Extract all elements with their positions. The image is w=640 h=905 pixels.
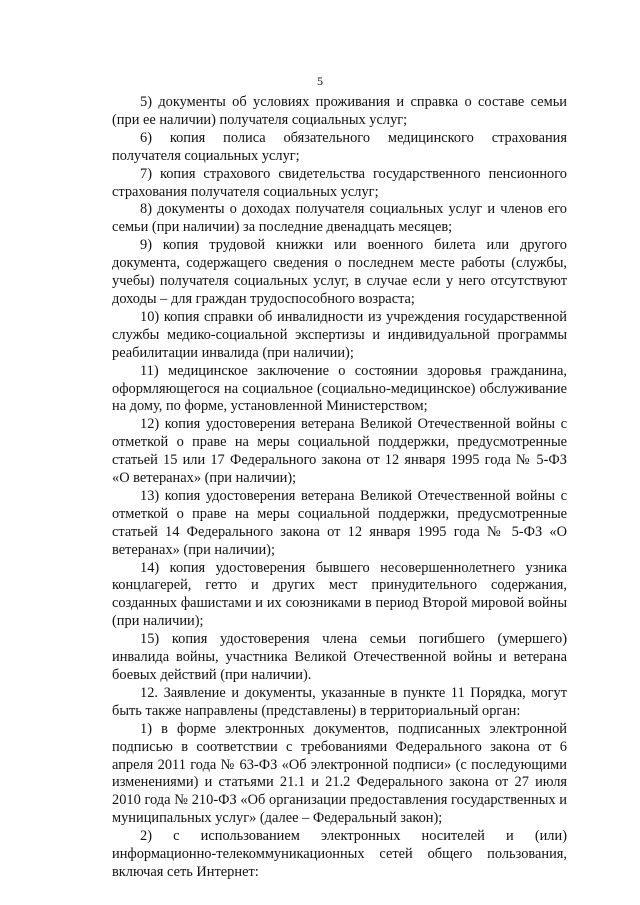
list-item-9-employment-record: 9) копия трудовой книжки или военного билета или другого документа, содержащего сведения о последнем месте работы (службы, учебы) получателя социальных услуг, в случае если у него отсутствуют доходы – для граждан трудоспособного возраста; (112, 237, 567, 307)
list-item-5-living-conditions: 5) документы об условиях проживания и справка о составе семьи (при ее наличии) получателя социальных услуг; (112, 94, 567, 128)
clause-12-item-2-electronic-media: 2) с использованием электронных носителей и (или) информационно-телекоммуникационных сетей общего пользования, включая сеть Интернет: (112, 828, 567, 880)
document-body (112, 94, 567, 882)
list-item-8-income-documents: 8) документы о доходах получателя социальных услуг и членов его семьи (при наличии) за последние двенадцать месяцев; (112, 201, 567, 236)
list-item-7-pension-certificate: 7) копия страхового свидетельства государственного пенсионного страхования получателя социальных услуг; (112, 165, 567, 200)
list-item-13-veteran-certificate: 13) копия удостоверения ветерана Великой Отечественной войны с отметкой о праве на меры социальной поддержки, предусмотренные статьей 14 Федерального закона от 12 января 1995 года № 5-ФЗ «О ветеранах» (при наличии); (112, 487, 567, 558)
list-item-10-disability-certificate: 10) копия справки об инвалидности из учреждения государственной службы медико-социальной экспертизы и индивидуальной программы реабилитации инвалида (при наличии); (112, 308, 567, 361)
list-item-11-medical-report: 11) медицинское заключение о состоянии здоровья гражданина, оформляющегося на социальное (социально-медицинское) обслуживание на дому, по форме, установленной Министерством; (112, 362, 567, 415)
list-item-15-family-member-certificate: 15) копия удостоверения члена семьи погибшего (умершего) инвалида войны, участника Великой Отечественной войны и ветерана боевых действий (при наличии). (112, 631, 567, 683)
clause-12-item-1-electronic-documents: 1) в форме электронных документов, подписанных электронной подписью в соответствии с требованиями Федерального закона от 6 апреля 2011 года № 63-ФЗ «Об электронной подписи» (с последующими изменениями) и статьями 21.1 и 21.2 Федерального закона от 27 июля 2010 года № 210-ФЗ «Об организации предоставления государственных и муниципальных услуг» (далее – Федеральный закон); (112, 720, 567, 827)
list-item-14-prisoner-certificate: 14) копия удостоверения бывшего несовершеннолетнего узника концлагерей, гетто и других мест принудительного содержания, созданных фашистами и их союзниками в период Второй мировой войны (при наличии); (112, 559, 567, 630)
list-item-12-veteran-certificate: 12) копия удостоверения ветерана Великой Отечественной войны с отметкой о праве на меры социальной поддержки, предусмотренные статьей 15 или 17 Федерального закона от 12 января 1995 года № 5-ФЗ «О ветеранах» (при наличии); (112, 416, 567, 487)
page-number: 5 (317, 74, 323, 88)
list-item-6-insurance-policy: 6) копия полиса обязательного медицинского страхования получателя социальных услуг; (112, 129, 567, 164)
clause-12-submission: 12. Заявление и документы, указанные в пункте 11 Порядка, могут быть также направлены (представлены) в территориальный орган: (112, 684, 567, 719)
